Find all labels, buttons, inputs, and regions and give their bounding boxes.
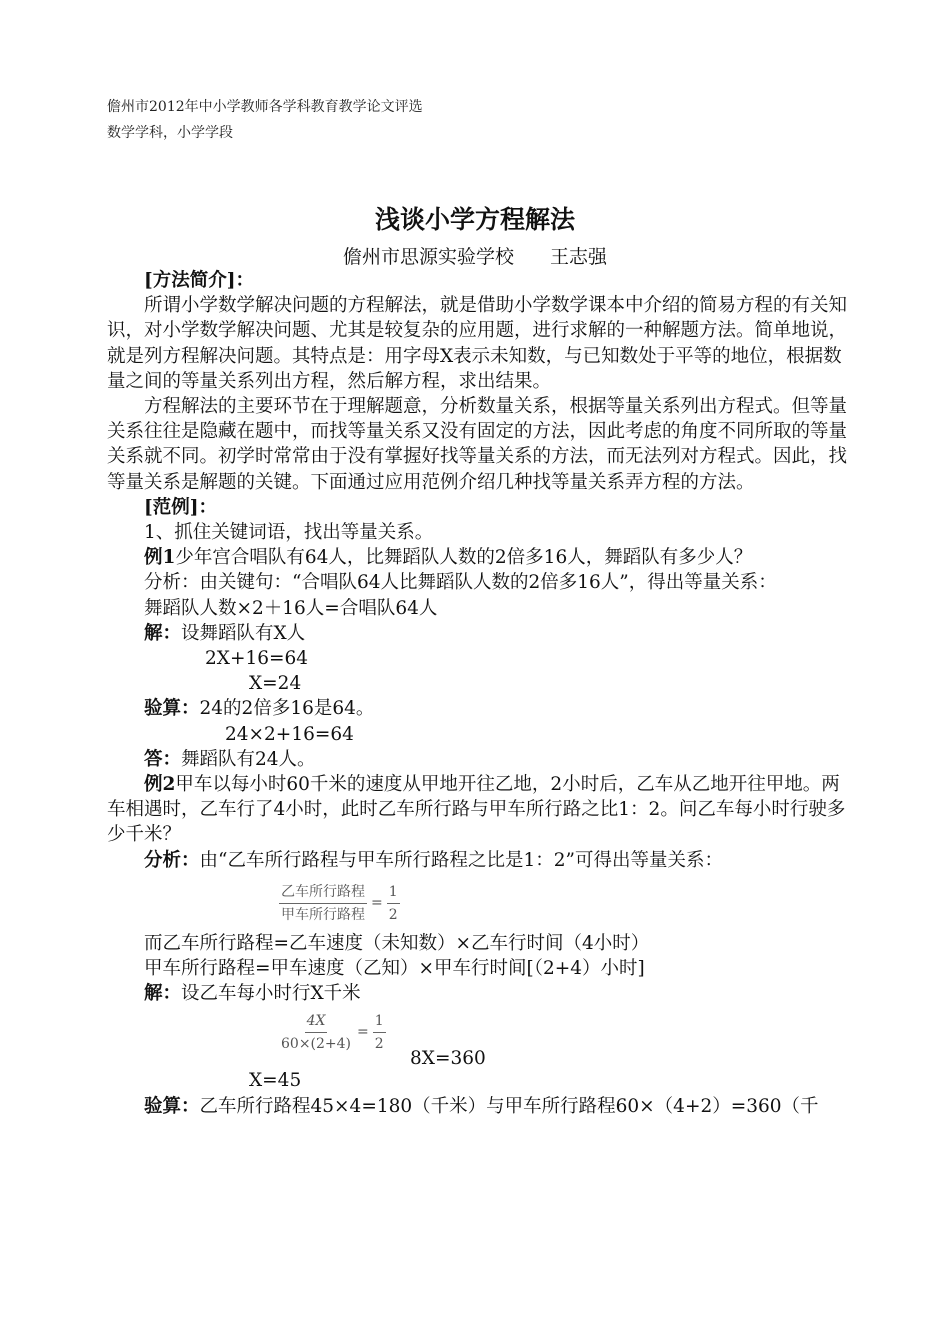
section-heading-intro: [方法简介]：: [144, 270, 255, 291]
speed-fraction: [279, 1012, 353, 1053]
header-line-1: 儋州市2012年中小学教师各学科教育教学论文评选: [107, 99, 423, 115]
author-line: [0, 244, 950, 270]
check-text: 24的2倍多16是64。: [199, 698, 375, 720]
fraction-denominator: 2: [388, 906, 398, 923]
example-2-solve: [107, 981, 855, 1006]
example-2-line-b: 甲车所行路程=甲车速度（乙知）×甲车行时间[（2+4）小时]: [144, 958, 645, 980]
example-2-equation-x45: X=45: [249, 1070, 302, 1092]
equals-sign: =: [357, 1024, 369, 1041]
distance-fraction: [279, 883, 367, 924]
example-2-check: [107, 1094, 855, 1119]
check-label: 验算：: [144, 1095, 200, 1117]
example-1-equation-1: 2X+16=64: [205, 648, 309, 670]
author-school: 儋州市思源实验学校: [342, 246, 514, 268]
intro-paragraph-2: 方程解法的主要环节在于理解题意，分析数量关系，根据等量关系列出方程式。但等量关系往往是隐藏在题中，而找等量关系又没有固定的方法，因此考虑的角度不同所取的等量关系就不同。初学时常常由于没有掌握好找等量关系的方法，而无法列对方程式。因此，找等量关系是解题的关键。下面通过应用范例介绍几种找等量关系弄方程的方法。: [107, 396, 848, 493]
author-name: 王志强: [550, 246, 608, 268]
section-heading-examples: [范例]：: [144, 496, 218, 518]
example-2-question: [107, 772, 855, 848]
check-text: 乙车所行路程45×4=180（千米）与甲车所行路程60×（4+2）=360（千: [199, 1095, 819, 1117]
fraction-numerator: 1: [373, 1012, 386, 1033]
paper-body: [107, 268, 855, 1119]
ratio-one-half: [373, 1012, 386, 1053]
example-2-text: 甲车以每小时60千米的速度从甲地开往乙地，2小时后，乙车从乙地开往甲地。两车相遇时，乙车行了4小时，此时乙车所行路与甲车所行路之比1：2。问乙车每小时行驶多少千米？: [107, 774, 846, 846]
example-1-solve: [107, 621, 855, 646]
example-1-relation: 舞蹈队人数×2＋16人=合唱队64人: [144, 597, 438, 619]
answer-label: 答：: [144, 748, 182, 770]
example-1-check: [107, 696, 855, 721]
example-2-line-a: 而乙车所行路程=乙车速度（未知数）×乙车行时间（4小时）: [144, 932, 650, 954]
fraction-numerator: 乙车所行路程: [279, 883, 367, 904]
answer-text: 舞蹈队有24人。: [181, 748, 316, 770]
equation-fraction-block: [107, 1006, 855, 1070]
example-1-check-equation: 24×2+16=64: [225, 723, 354, 745]
ratio-one-half: [387, 883, 400, 924]
example-2-analysis: [107, 848, 855, 873]
example-1-label: 例1: [144, 547, 176, 569]
ratio-fraction-block: [107, 873, 855, 931]
analysis-label: 分析：: [144, 849, 200, 871]
example-1-text: 少年宫合唱队有64人，比舞蹈队人数的2倍多16人，舞蹈队有多少人？: [175, 547, 753, 569]
equals-sign: =: [371, 894, 383, 911]
paper-title: 浅谈小学方程解法: [374, 205, 575, 234]
analysis-text: 由“乙车所行路程与甲车所行路程之比是1：2”可得出等量关系：: [199, 849, 723, 871]
intro-paragraph-1: 所谓小学数学解决问题的方程解法，就是借助小学数学课本中介绍的简易方程的有关知识，对小学数学解决问题、尤其是较复杂的应用题，进行求解的一种解题方法。简单地说，就是列方程解决问题。其特点是：用字母X表示未知数，与已知数处于平等的地位，根据数量之间的等量关系列出方程，然后解方程，求出结果。: [107, 295, 848, 392]
method-point-1: 1、抓住关键词语，找出等量关系。: [144, 522, 434, 544]
solve-text: 设舞蹈队有X人: [181, 622, 306, 644]
fraction-denominator: 甲车所行路程: [281, 906, 365, 923]
fraction-numerator: 1: [387, 883, 400, 904]
fraction-numerator: 4X: [305, 1012, 328, 1033]
solve-label: 解：: [144, 622, 182, 644]
solve-text: 设乙车每小时行X千米: [181, 983, 361, 1005]
example-1-equation-2: X=24: [249, 673, 302, 695]
example-1-analysis: 分析：由关键句：“合唱队64人比舞蹈队人数的2倍多16人”，得出等量关系：: [144, 572, 777, 594]
example-2-label: 例2: [144, 774, 176, 796]
example-1-answer: [107, 747, 855, 772]
example-2-equation-8x: 8X=360: [410, 1048, 486, 1070]
solve-label: 解：: [144, 983, 182, 1005]
check-label: 验算：: [144, 698, 200, 720]
ratio-fraction: [279, 883, 400, 924]
example-1-question: [107, 545, 855, 570]
header-line-2: 数学学科，小学学段: [107, 125, 233, 141]
fraction-denominator: 2: [374, 1036, 384, 1053]
equation-fraction: [279, 1012, 386, 1053]
fraction-denominator: 60×(2+4): [281, 1036, 352, 1053]
